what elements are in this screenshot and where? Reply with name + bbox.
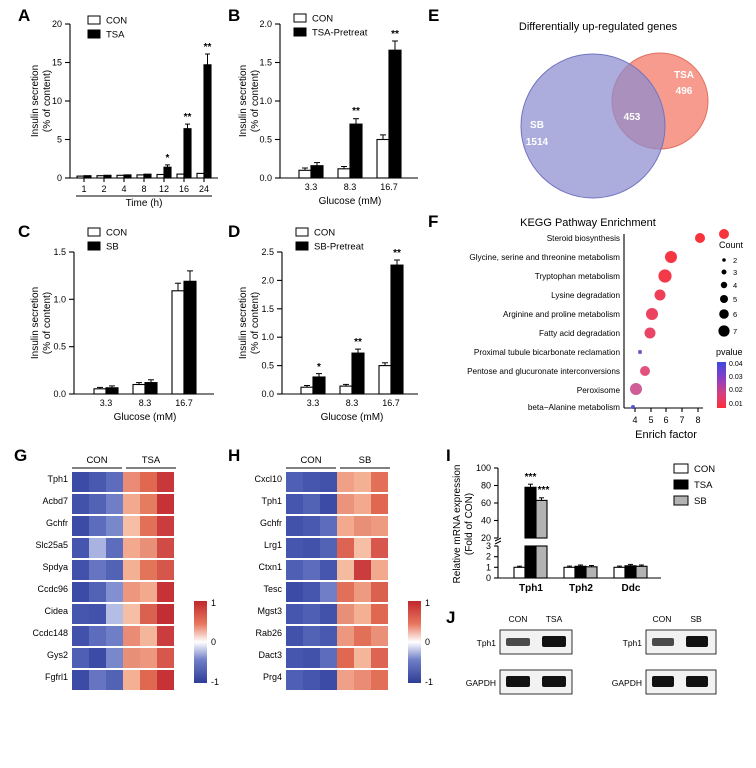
heatmap-g-cells xyxy=(72,472,174,690)
svg-text:20: 20 xyxy=(480,533,491,543)
blot2-row-tph1: Tph1 xyxy=(622,638,642,648)
svg-text:Insulin secretion: Insulin secretion xyxy=(30,64,41,138)
kegg-legend-pvalue xyxy=(716,347,743,408)
panel-e-label: E xyxy=(428,6,440,25)
panel-c-label: C xyxy=(18,222,31,241)
bars-b xyxy=(299,29,401,178)
svg-text:Glucose (mM): Glucose (mM) xyxy=(318,196,382,207)
venn-title: Differentially up-regulated genes xyxy=(518,21,678,33)
svg-text:3.3: 3.3 xyxy=(306,398,320,408)
svg-text:SB-Pretreat: SB-Pretreat xyxy=(314,241,364,253)
chart-a xyxy=(18,6,228,209)
svg-text:6: 6 xyxy=(663,415,669,425)
kegg-xticks xyxy=(632,408,700,425)
y-ticks-d xyxy=(261,247,282,399)
svg-text:0.0: 0.0 xyxy=(261,389,274,399)
svg-text:100: 100 xyxy=(475,463,491,473)
svg-text:6: 6 xyxy=(733,310,738,319)
svg-text:Ccdc96: Ccdc96 xyxy=(37,584,68,594)
heatmap-h-cb-max: 1 xyxy=(425,598,431,608)
svg-text:**: ** xyxy=(203,42,212,53)
svg-text:16.7: 16.7 xyxy=(380,182,398,192)
panel-g xyxy=(14,446,232,756)
svg-text:Gchfr: Gchfr xyxy=(45,518,68,528)
panel-g-label: G xyxy=(14,446,28,465)
svg-text:1.5: 1.5 xyxy=(53,247,66,257)
svg-text:Insulin secretion: Insulin secretion xyxy=(30,286,41,360)
panel-i-label: I xyxy=(446,446,451,465)
svg-text:Tesc: Tesc xyxy=(263,584,282,594)
heatmap-h-cb-min: -1 xyxy=(425,677,434,687)
panel-a-label: A xyxy=(18,6,31,25)
heatmap-h-rowlabels xyxy=(254,474,282,682)
svg-text:Dact3: Dact3 xyxy=(258,650,282,660)
legend-d xyxy=(296,228,364,253)
svg-text:Pentose and glucuronate interc: Pentose and glucuronate interconversions xyxy=(467,367,620,376)
svg-text:CON: CON xyxy=(694,464,716,475)
svg-text:0.0: 0.0 xyxy=(53,389,66,399)
svg-text:Cxcl10: Cxcl10 xyxy=(254,474,282,484)
svg-text:1.0: 1.0 xyxy=(259,96,272,106)
venn-count-tsa: 496 xyxy=(675,86,693,97)
panel-f xyxy=(428,212,750,442)
svg-text:(% of content): (% of content) xyxy=(42,69,53,133)
panel-e xyxy=(428,6,748,211)
panel-d-label: D xyxy=(228,222,241,241)
svg-text:Tryptophan metabolism: Tryptophan metabolism xyxy=(534,272,620,281)
svg-text:16: 16 xyxy=(178,184,190,194)
y-ticks-b xyxy=(259,19,280,183)
bars-i xyxy=(514,472,647,578)
panel-j xyxy=(446,608,751,760)
svg-text:Fatty acid degradation: Fatty acid degradation xyxy=(538,329,620,338)
heatmap-h xyxy=(228,446,446,756)
svg-text:8.3: 8.3 xyxy=(138,398,152,408)
svg-text:0: 0 xyxy=(485,573,491,583)
blot2-lane-sb: SB xyxy=(690,614,702,624)
svg-text:Lrg1: Lrg1 xyxy=(263,540,282,550)
svg-text:Cidea: Cidea xyxy=(44,606,68,616)
svg-text:Insulin secretion: Insulin secretion xyxy=(238,286,249,360)
svg-text:60: 60 xyxy=(480,498,491,508)
svg-text:40: 40 xyxy=(480,515,491,526)
svg-text:12: 12 xyxy=(158,184,170,194)
svg-text:1: 1 xyxy=(81,184,87,194)
svg-text:CON: CON xyxy=(106,15,128,27)
svg-text:***: *** xyxy=(537,485,550,496)
panel-d xyxy=(228,222,428,422)
chart-b xyxy=(228,6,428,206)
chart-i xyxy=(446,446,751,606)
blot1-lane-con: CON xyxy=(508,614,528,624)
svg-text:(% of content): (% of content) xyxy=(250,291,261,355)
svg-text:3: 3 xyxy=(733,268,738,277)
x-ticks-c xyxy=(100,398,193,408)
heatmap-h-cb-mid: 0 xyxy=(425,637,431,647)
svg-text:10: 10 xyxy=(51,96,62,106)
svg-text:2: 2 xyxy=(101,184,107,194)
svg-text:8: 8 xyxy=(141,184,147,194)
svg-text:1.5: 1.5 xyxy=(259,57,272,68)
svg-text:**: ** xyxy=(352,106,360,117)
blot2-row-gapdh: GAPDH xyxy=(611,678,642,688)
panel-a xyxy=(18,6,228,209)
panel-j-label: J xyxy=(446,608,456,627)
svg-text:2.5: 2.5 xyxy=(261,247,274,257)
heatmap-g-cb-min: -1 xyxy=(211,677,220,687)
svg-text:Ddc: Ddc xyxy=(621,583,641,594)
bars-d xyxy=(301,248,403,394)
svg-text:8.3: 8.3 xyxy=(345,398,359,408)
blot1-lane-tsa: TSA xyxy=(545,614,563,624)
svg-text:Fgfrl1: Fgfrl1 xyxy=(44,672,68,682)
venn-count-sb: 1514 xyxy=(525,137,549,148)
svg-text:0.0: 0.0 xyxy=(259,173,272,183)
svg-text:4: 4 xyxy=(733,281,738,290)
heatmap-h-colorbar xyxy=(408,601,421,683)
heatmap-g xyxy=(14,446,232,756)
svg-text:(Fold of CON): (Fold of CON) xyxy=(464,492,475,556)
svg-text:80: 80 xyxy=(480,480,491,491)
svg-text:SB: SB xyxy=(694,496,707,507)
panel-h-label: H xyxy=(228,446,241,465)
svg-text:5: 5 xyxy=(733,295,738,304)
svg-text:0.5: 0.5 xyxy=(259,134,272,145)
kegg-points xyxy=(630,233,705,409)
svg-text:0.5: 0.5 xyxy=(261,360,274,371)
heatmap-g-group-tsa: TSA xyxy=(141,455,161,466)
bars-a xyxy=(77,42,211,178)
svg-text:8: 8 xyxy=(695,415,701,425)
svg-text:**: ** xyxy=(183,112,192,123)
chart-f xyxy=(428,212,750,442)
svg-text:Rab26: Rab26 xyxy=(255,628,282,638)
panel-c xyxy=(18,222,228,422)
x-ticks-b xyxy=(305,182,398,192)
svg-text:Steroid biosynthesis: Steroid biosynthesis xyxy=(546,234,620,243)
venn-count-intersection: 453 xyxy=(623,112,641,123)
svg-text:Spdya: Spdya xyxy=(42,562,68,572)
kegg-legend-top-dot xyxy=(719,229,729,239)
svg-text:CON: CON xyxy=(314,227,336,239)
venn-label-sb: SB xyxy=(530,120,544,131)
svg-text:2.0: 2.0 xyxy=(261,275,274,286)
panel-b-label: B xyxy=(228,6,241,25)
svg-text:Peroxisome: Peroxisome xyxy=(576,386,620,395)
svg-text:Tph1: Tph1 xyxy=(261,496,282,506)
blot1-row-gapdh: GAPDH xyxy=(465,678,496,688)
svg-text:Tph1: Tph1 xyxy=(47,474,68,484)
blots-j xyxy=(446,608,751,760)
y-ticks-i-upper xyxy=(476,463,498,543)
svg-text:CON: CON xyxy=(106,227,128,239)
svg-text:2.0: 2.0 xyxy=(259,19,272,29)
svg-text:1: 1 xyxy=(485,562,491,573)
svg-text:Tph2: Tph2 xyxy=(569,583,593,594)
heatmap-g-rowlabels xyxy=(32,474,68,682)
chart-d xyxy=(228,222,428,422)
svg-text:0.04: 0.04 xyxy=(729,361,743,368)
svg-text:**: ** xyxy=(354,337,362,348)
legend-a xyxy=(88,16,127,41)
svg-text:Acbd7: Acbd7 xyxy=(42,496,68,506)
panel-f-label: F xyxy=(428,212,439,231)
chart-c xyxy=(18,222,228,422)
svg-text:Gys2: Gys2 xyxy=(46,650,68,660)
kegg-legend-count xyxy=(718,240,743,337)
svg-text:Insulin secretion: Insulin secretion xyxy=(238,64,249,138)
svg-text:(% of content): (% of content) xyxy=(42,291,53,355)
svg-text:7: 7 xyxy=(679,415,685,425)
blot2-lane-con: CON xyxy=(652,614,672,624)
svg-text:Proximal tubule bicarbonate re: Proximal tubule bicarbonate reclamation xyxy=(473,348,620,357)
svg-text:Glucose (mM): Glucose (mM) xyxy=(320,412,384,423)
y-ticks-i-lower xyxy=(486,541,498,583)
svg-text:0: 0 xyxy=(56,173,62,183)
svg-text:4: 4 xyxy=(121,184,127,194)
svg-text:2: 2 xyxy=(733,256,738,265)
svg-text:3.3: 3.3 xyxy=(99,398,113,408)
svg-text:Lysine degradation: Lysine degradation xyxy=(551,291,620,300)
svg-text:Ctxn1: Ctxn1 xyxy=(258,562,282,572)
svg-text:Prg4: Prg4 xyxy=(262,672,282,682)
x-ticks-i xyxy=(519,583,641,594)
svg-text:1.0: 1.0 xyxy=(53,294,66,305)
svg-text:Arginine and proline metabolis: Arginine and proline metabolism xyxy=(503,310,620,319)
blot1-row-tph1: Tph1 xyxy=(476,638,496,648)
svg-text:TSA: TSA xyxy=(106,29,125,41)
kegg-ylabels xyxy=(467,234,620,412)
svg-text:Time (h): Time (h) xyxy=(125,198,163,209)
svg-text:Glucose (mM): Glucose (mM) xyxy=(113,412,177,423)
svg-text:pvalue: pvalue xyxy=(716,347,743,357)
svg-text:TSA: TSA xyxy=(694,480,713,491)
svg-text:0.03: 0.03 xyxy=(729,374,743,381)
svg-text:***: *** xyxy=(524,472,537,483)
heatmap-g-colorbar xyxy=(194,601,207,683)
svg-text:5: 5 xyxy=(648,415,654,425)
svg-text:Mgst3: Mgst3 xyxy=(257,606,282,616)
legend-c xyxy=(88,228,127,253)
svg-text:20: 20 xyxy=(51,19,62,29)
legend-i xyxy=(674,464,715,507)
svg-text:**: ** xyxy=(391,29,399,40)
svg-text:Slc25a5: Slc25a5 xyxy=(35,540,68,550)
heatmap-g-cb-mid: 0 xyxy=(211,637,217,647)
legend-b xyxy=(294,14,368,39)
svg-text:5: 5 xyxy=(56,134,62,145)
heatmap-g-cb-max: 1 xyxy=(211,598,217,608)
svg-text:2: 2 xyxy=(485,551,491,562)
svg-text:4: 4 xyxy=(632,415,638,425)
svg-text:beta−Alanine metabolism: beta−Alanine metabolism xyxy=(527,403,620,412)
svg-text:0.02: 0.02 xyxy=(729,387,743,394)
svg-text:8.3: 8.3 xyxy=(343,182,357,192)
svg-text:1.0: 1.0 xyxy=(261,332,274,343)
svg-text:Count: Count xyxy=(719,240,744,250)
svg-text:*: * xyxy=(317,362,321,373)
svg-text:**: ** xyxy=(393,248,401,259)
svg-text:15: 15 xyxy=(51,57,62,68)
bars-c xyxy=(94,271,196,394)
kegg-title: KEGG Pathway Enrichment xyxy=(520,217,656,229)
svg-text:*: * xyxy=(165,153,170,164)
y-ticks-a xyxy=(52,19,70,183)
y-ticks-c xyxy=(53,247,74,399)
svg-text:3.3: 3.3 xyxy=(304,182,318,192)
x-ticks-a xyxy=(81,178,209,194)
svg-text:Ccdc148: Ccdc148 xyxy=(32,628,68,638)
svg-text:(% of content): (% of content) xyxy=(250,69,261,133)
svg-text:0.01: 0.01 xyxy=(729,401,743,408)
venn-diagram xyxy=(428,6,748,211)
panel-i xyxy=(446,446,751,606)
x-ticks-d xyxy=(307,398,400,408)
svg-text:7: 7 xyxy=(733,327,738,336)
svg-text:TSA-Pretreat: TSA-Pretreat xyxy=(312,27,368,39)
svg-text:1.5: 1.5 xyxy=(261,303,274,314)
svg-text:0.5: 0.5 xyxy=(53,341,66,352)
panel-b xyxy=(228,6,428,206)
svg-text:Gchfr: Gchfr xyxy=(259,518,282,528)
panel-h xyxy=(228,446,446,756)
svg-text:3: 3 xyxy=(485,541,491,551)
heatmap-h-group-sb: SB xyxy=(358,455,372,466)
svg-text:Glycine, serine and threonine: Glycine, serine and threonine metabolism xyxy=(469,253,620,262)
svg-text:16.7: 16.7 xyxy=(382,398,400,408)
svg-text:Tph1: Tph1 xyxy=(519,583,543,594)
svg-text:24: 24 xyxy=(198,184,210,194)
svg-text:CON: CON xyxy=(312,13,334,25)
svg-text:16.7: 16.7 xyxy=(175,398,193,408)
heatmap-h-group-con: CON xyxy=(300,455,322,466)
kegg-xlabel: Enrich factor xyxy=(635,429,697,441)
heatmap-h-cells xyxy=(286,472,388,690)
svg-text:SB: SB xyxy=(106,241,119,253)
heatmap-g-group-con: CON xyxy=(86,455,108,466)
svg-text:Relative mRNA expression: Relative mRNA expression xyxy=(452,464,463,584)
venn-label-tsa: TSA xyxy=(674,70,694,81)
